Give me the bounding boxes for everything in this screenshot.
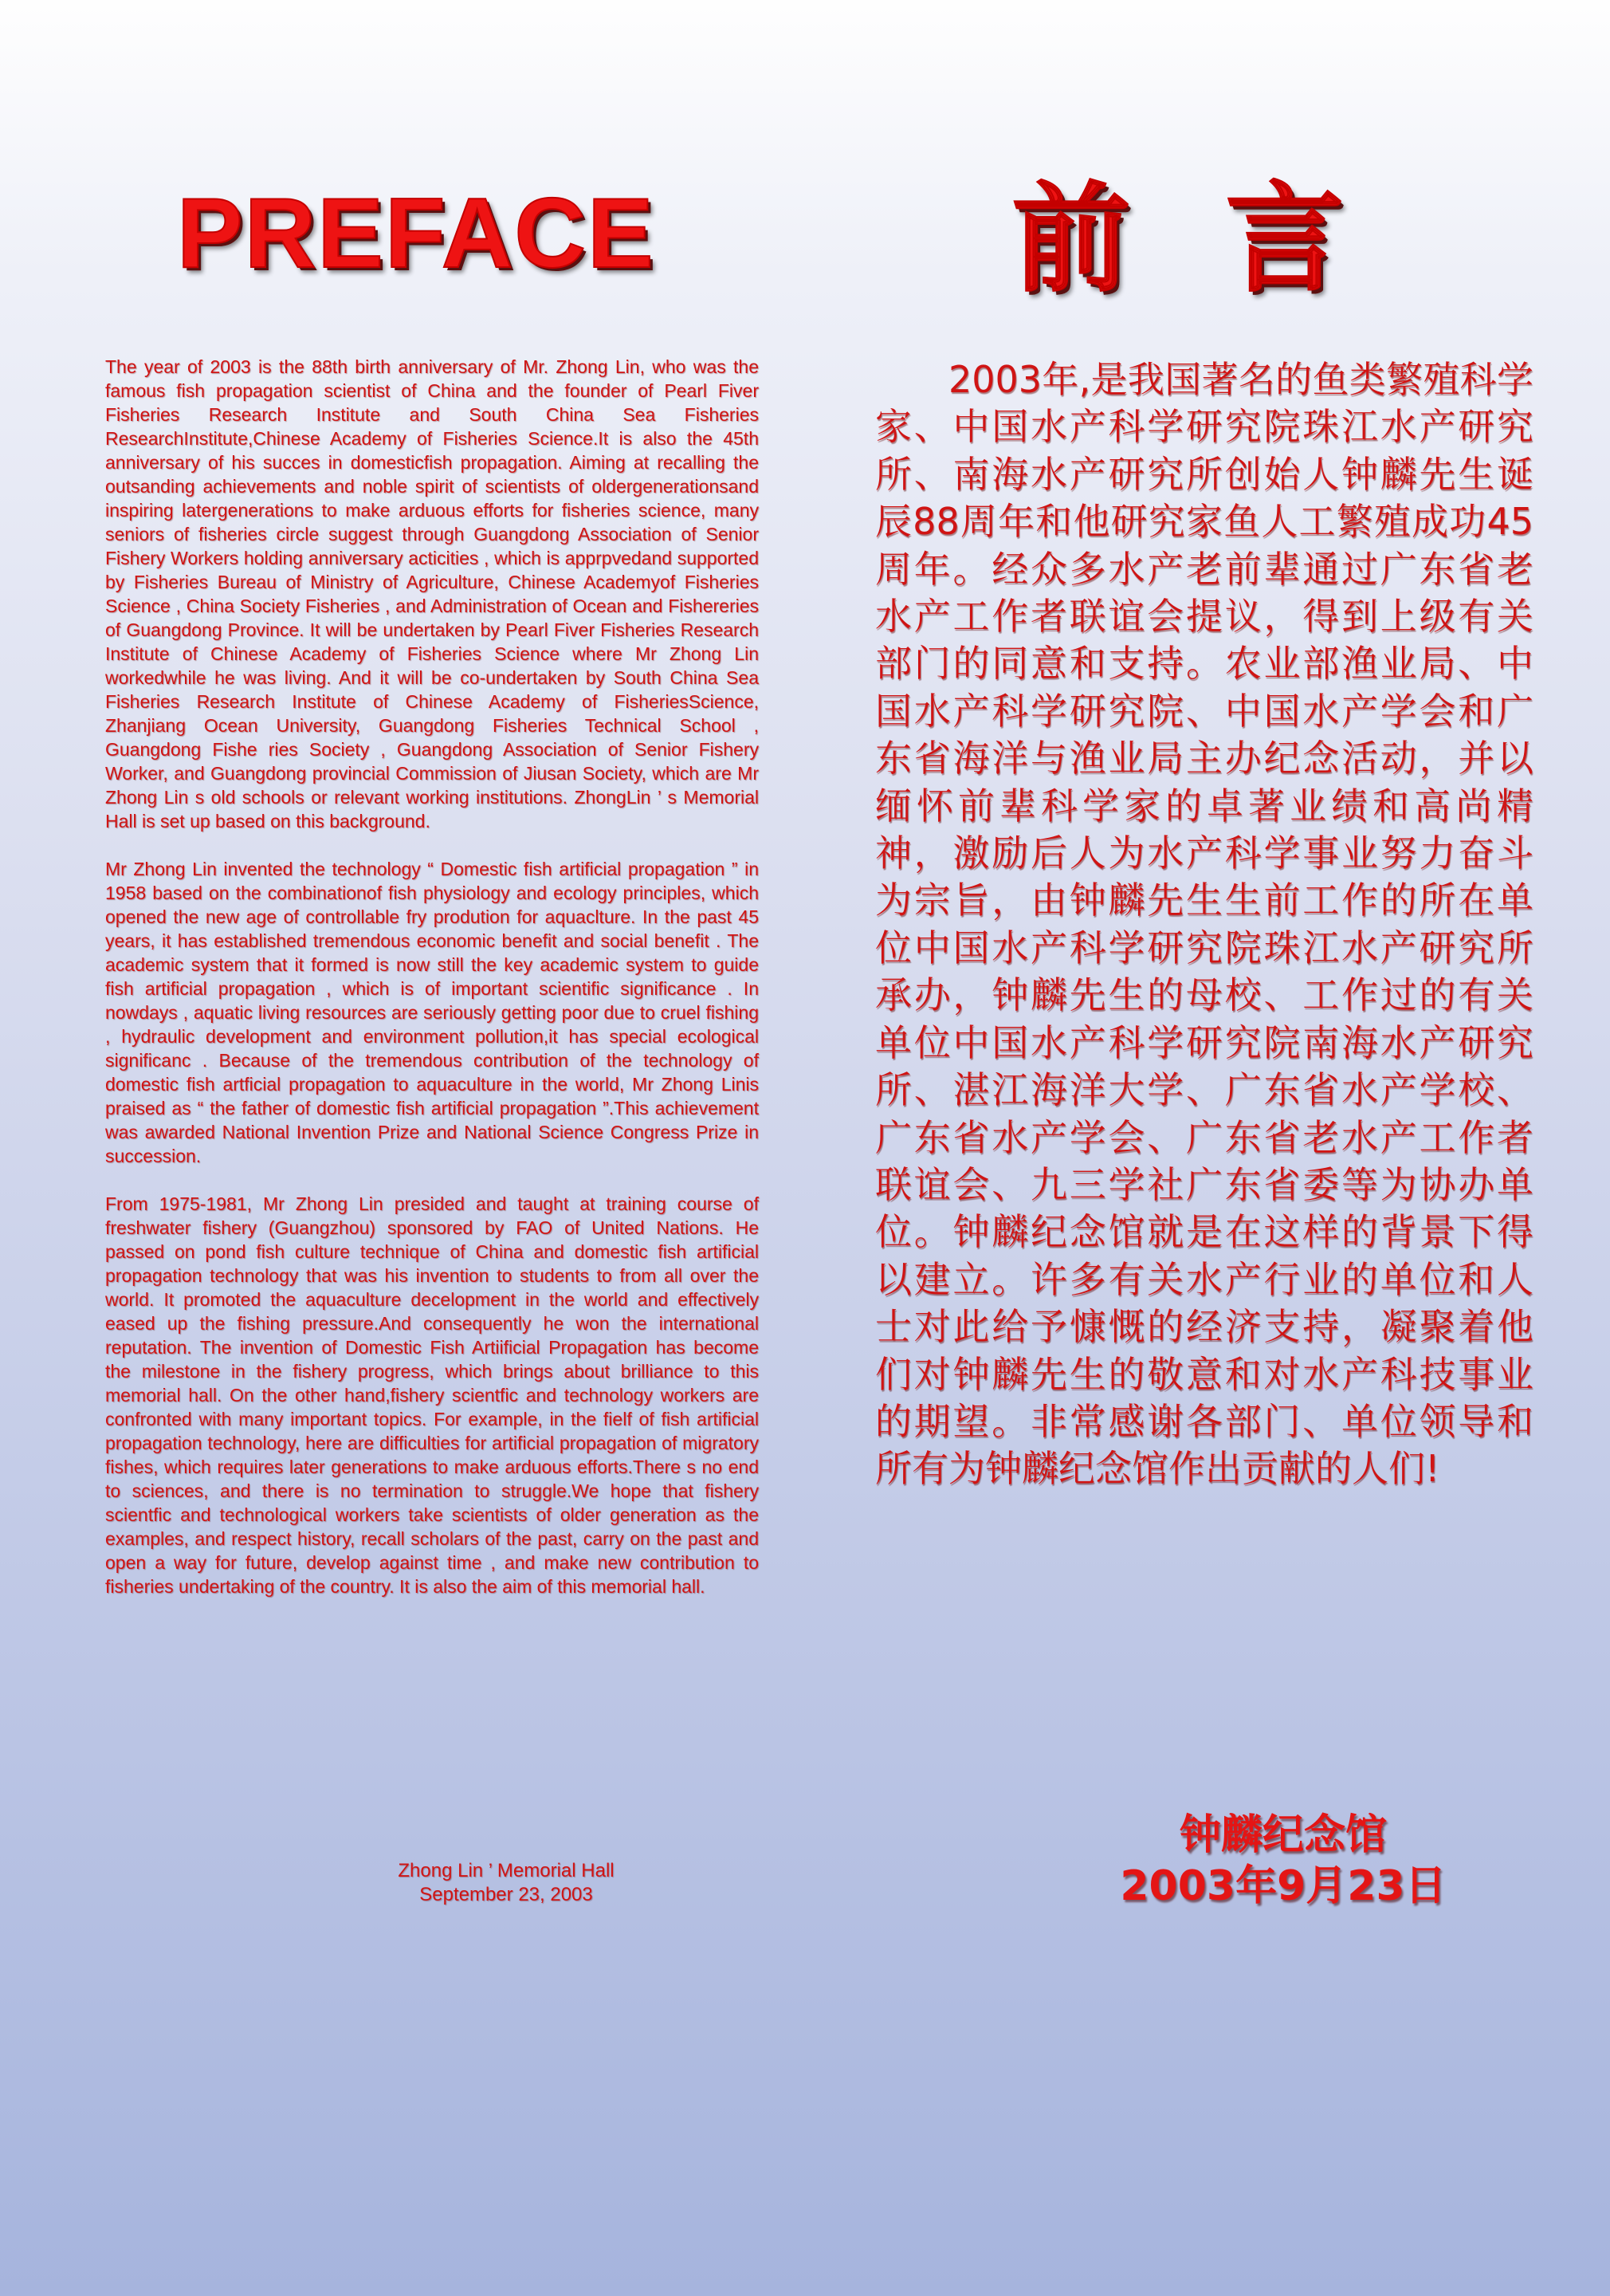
english-column xyxy=(105,355,759,1622)
english-paragraph-2: Mr Zhong Lin invented the technology “ Domestic fish artificial propagation ” in 1958 based on the combinationof fish physiology and ecology principles, which opened the new age of controllable fry prodution for aquaclture. In the past 45 years, it has established tremendous economic benefit and social benefit . The academic system that it formed is now still the key academic system to guide fish artificial propagation , which is of important scientific significance . In nowdays , aquatic living resources are seriously getting poor due to cruel fishing , hydraulic development and environment pollution,it has special ecological significanc . Because of the tremendous contribution of the technology of domestic fish artficial propagation to aquaculture in the world, Mr Zhong Linis praised as “ the father of domestic fish artificial propagation ”.This achievement was awarded National Invention Prize and National Science Congress Prize in succession. xyxy=(105,859,759,1166)
title-chinese: 前言 xyxy=(1012,171,1439,308)
english-paragraph-1: The year of 2003 is the 88th birth anniversary of Mr. Zhong Lin, who was the famous fish propagation scientist of China and the founder of Pearl Fiver Fisheries Research Institute and South China Sea Fisheries ResearchInstitute,Chinese Academy of Fisheries Science.It is also the 45th anniversary of his succes in domesticfish propagation. Aiming at recalling the outsanding achievements and noble spirit of scientists of oldergenerationsand inspiring latergenerations to make arduous efforts for fisheries science, many seniors of fisheries circle suggest through Guangdong Association of Senior Fishery Workers holding anniversary acticities , which is apprpvedand supported by Fisheries Bureau of Ministry of Agriculture, Chinese Academyof Fisheries Science , China Society Fisheries , and Administration of Ocean and Fishereries of Guangdong Province. It will be undertaken by Pearl Fiver Fisheries Research Institute of Chinese Academy of Fisheries Science where Mr Zhong Lin workedwhile he was living. And it will be co-undertaken by South China Sea Fisheries Research Institute of Chinese Academy of FisheriesScience, Zhanjiang Ocean University, Guangdong Fisheries Technical School , Guangdong Fishe ries Society , Guangdong Association of Senior Fishery Worker, and Guangdong provincial Commission of Jiusan Society, which are Mr Zhong Lin s old schools or relevant working institutions. ZhongLin ’ s Memorial Hall is set up based on this background. xyxy=(105,356,759,832)
english-signature-date: September 23, 2003 xyxy=(419,1884,593,1905)
title-english: PREFACE xyxy=(177,179,655,289)
chinese-column xyxy=(875,356,1533,1493)
chinese-paragraph: 2003年,是我国著名的鱼类繁殖科学家、中国水产科学研究院珠江水产研究所、南海水产研究所创始人钟麟先生诞辰88周年和他研究家鱼人工繁殖成功45周年。经众多水产老前辈通过广东省老水产工作者联谊会提议，得到上级有关部门的同意和支持。农业部渔业局、中国水产科学研究院、中国水产学会和广东省海洋与渔业局主办纪念活动，并以缅怀前辈科学家的卓著业绩和高尚精神，激励后人为水产科学事业努力奋斗为宗旨，由钟麟先生生前工作的所在单位中国水产科学研究院珠江水产研究所承办，钟麟先生的母校、工作过的有关单位中国水产科学研究院南海水产研究所、湛江海洋大学、广东省水产学校、广东省水产学会、广东省老水产工作者联谊会、九三学社广东省委等为协办单位。钟麟纪念馆就是在这样的背景下得以建立。许多有关水产行业的单位和人士对此给予慷慨的经济支持，凝聚着他们对钟麟先生的敬意和对水产科技事业的期望。非常感谢各部门、单位领导和所有为钟麟纪念馆作出贡献的人们! xyxy=(875,358,1533,1491)
english-signature xyxy=(335,1859,677,1907)
chinese-signature xyxy=(1100,1810,1467,1912)
english-signature-name: Zhong Lin ’ Memorial Hall xyxy=(398,1860,615,1881)
chinese-signature-date: 2003年9月23日 xyxy=(1120,1862,1447,1910)
english-paragraph-3: From 1975-1981, Mr Zhong Lin presided and taught at training course of freshwater fishery (Guangzhou) sponsored by FAO of United Nations. He passed on pond fish culture technique of China and domestic fish artificial propagation technology that was his invention to students to from all over the world. It promoted the aquaculture decelopment in the world and effectively eased up the fishing pressure.And consequently he won the international reputation. The invention of Domestic Fish Artiificial Propagation has become the milestone in the fishery progress, which brings about brilliance to this memorial hall. On the other hand,fishery scientfic and technology workers are confronted with many important topics. For example, in the fielf of fish artificial propagation technology, here are difficulties for artificial propagation of migratory fishes, which requires later generations to make arduous efforts.There s no end to sciences, and there is no termination to struggle.We hope that fishery scientfic and technological workers take scientists of older generation as the examples, and respect history, recall scholars of the past, carry on the past and open a way for future, develop against time , and make new contribution to fisheries undertaking of the country. It is also the aim of this memorial hall. xyxy=(105,1193,759,1597)
chinese-signature-name: 钟麟纪念馆 xyxy=(1179,1811,1387,1859)
